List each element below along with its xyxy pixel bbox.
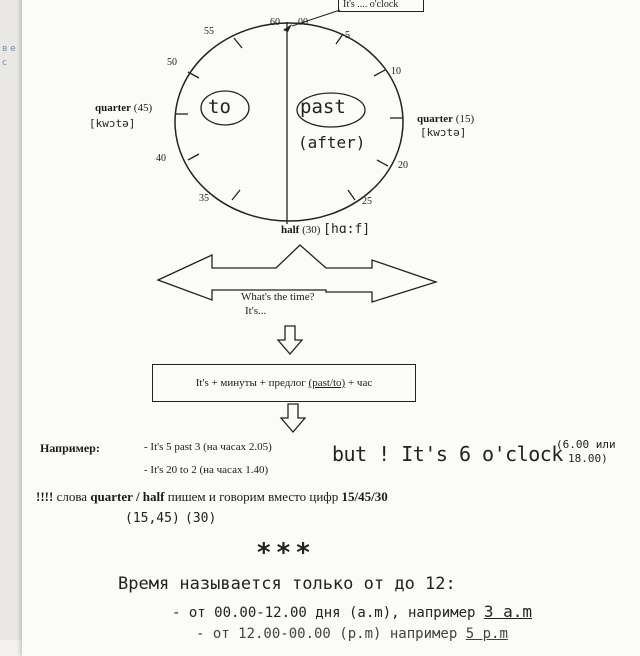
after-word: (after) bbox=[298, 133, 366, 152]
example-2: - It's 20 to 2 (на часах 1.40) bbox=[144, 464, 269, 476]
time-line-2-text: - от 12.00-00.00 (p.m) например bbox=[196, 626, 458, 642]
quarter-right-phonetic: [kwɔtə] bbox=[420, 126, 467, 139]
quarter-left-label bbox=[95, 102, 152, 114]
quarter-right-number: (15) bbox=[455, 113, 475, 125]
rule-bold-words: quarter / half bbox=[90, 489, 165, 504]
quarter-left-phonetic: [kwɔtə] bbox=[89, 117, 136, 130]
time-rule: Время называется только от до 12: bbox=[118, 574, 456, 594]
minute-label-5: 5 bbox=[345, 30, 350, 41]
half-word: half bbox=[281, 224, 300, 236]
formula-preposition: (past/to) bbox=[308, 377, 346, 389]
quarter-left-word: quarter bbox=[95, 102, 132, 114]
rule-note-1: (15,45) bbox=[125, 511, 180, 526]
down-arrow-top bbox=[275, 324, 305, 356]
half-label bbox=[281, 222, 370, 237]
half-number: (30) bbox=[302, 224, 321, 236]
time-line-2-example: 5 p.m bbox=[465, 626, 508, 642]
but-note-line1: (6.00 или bbox=[556, 438, 616, 451]
question-line2: It's... bbox=[245, 305, 267, 317]
half-phonetic: [hɑ:f] bbox=[323, 222, 371, 237]
header-box-text: It's .... o'clock bbox=[343, 0, 399, 10]
minute-label-20: 20 bbox=[398, 160, 408, 171]
time-line-1-text: - от 00.00-12.00 дня (a.m), например bbox=[172, 605, 476, 621]
minute-label-40: 40 bbox=[156, 153, 166, 164]
past-word: past bbox=[300, 96, 346, 118]
formula-prefix: It's + минуты + предлог bbox=[195, 377, 306, 389]
rule-note-2: (30) bbox=[185, 511, 217, 526]
rule-text-after: пишем и говорим вместо цифр bbox=[167, 489, 339, 504]
rule-numbers: 15/45/30 bbox=[341, 489, 388, 504]
clock-face bbox=[175, 23, 403, 221]
down-arrow-bottom bbox=[278, 402, 308, 434]
question-line1: What's the time? bbox=[241, 291, 315, 303]
previous-page-mark: в е bbox=[2, 44, 16, 54]
quarter-right-word: quarter bbox=[417, 113, 454, 125]
minute-label-35: 35 bbox=[199, 193, 209, 204]
formula-box bbox=[152, 364, 416, 402]
time-line-1-example: 3 a.m bbox=[483, 602, 533, 621]
rule-marks: !!!! bbox=[36, 489, 54, 504]
minute-label-50: 50 bbox=[167, 57, 177, 68]
previous-page-mark: с bbox=[2, 58, 7, 68]
examples-label: Например: bbox=[40, 441, 100, 455]
section-stars: *** bbox=[256, 538, 315, 568]
formula-suffix: + час bbox=[347, 377, 373, 389]
time-line-1 bbox=[172, 602, 532, 621]
minute-label-00: 00 bbox=[298, 17, 308, 28]
example-1: - It's 5 past 3 (на часах 2.05) bbox=[144, 441, 272, 453]
minute-label-60: 60 bbox=[270, 17, 280, 28]
rule-text-before: слова bbox=[56, 489, 88, 504]
but-exception: but ! It's 6 o'clock bbox=[332, 442, 563, 466]
minute-label-25: 25 bbox=[362, 196, 372, 207]
quarter-right-label bbox=[417, 113, 474, 125]
to-word: to bbox=[208, 96, 231, 118]
minute-label-10: 10 bbox=[391, 66, 401, 77]
minute-label-55: 55 bbox=[204, 26, 214, 37]
but-note-line2: 18.00) bbox=[568, 452, 608, 465]
rule-line bbox=[36, 489, 388, 505]
quarter-left-number: (45) bbox=[133, 102, 153, 114]
